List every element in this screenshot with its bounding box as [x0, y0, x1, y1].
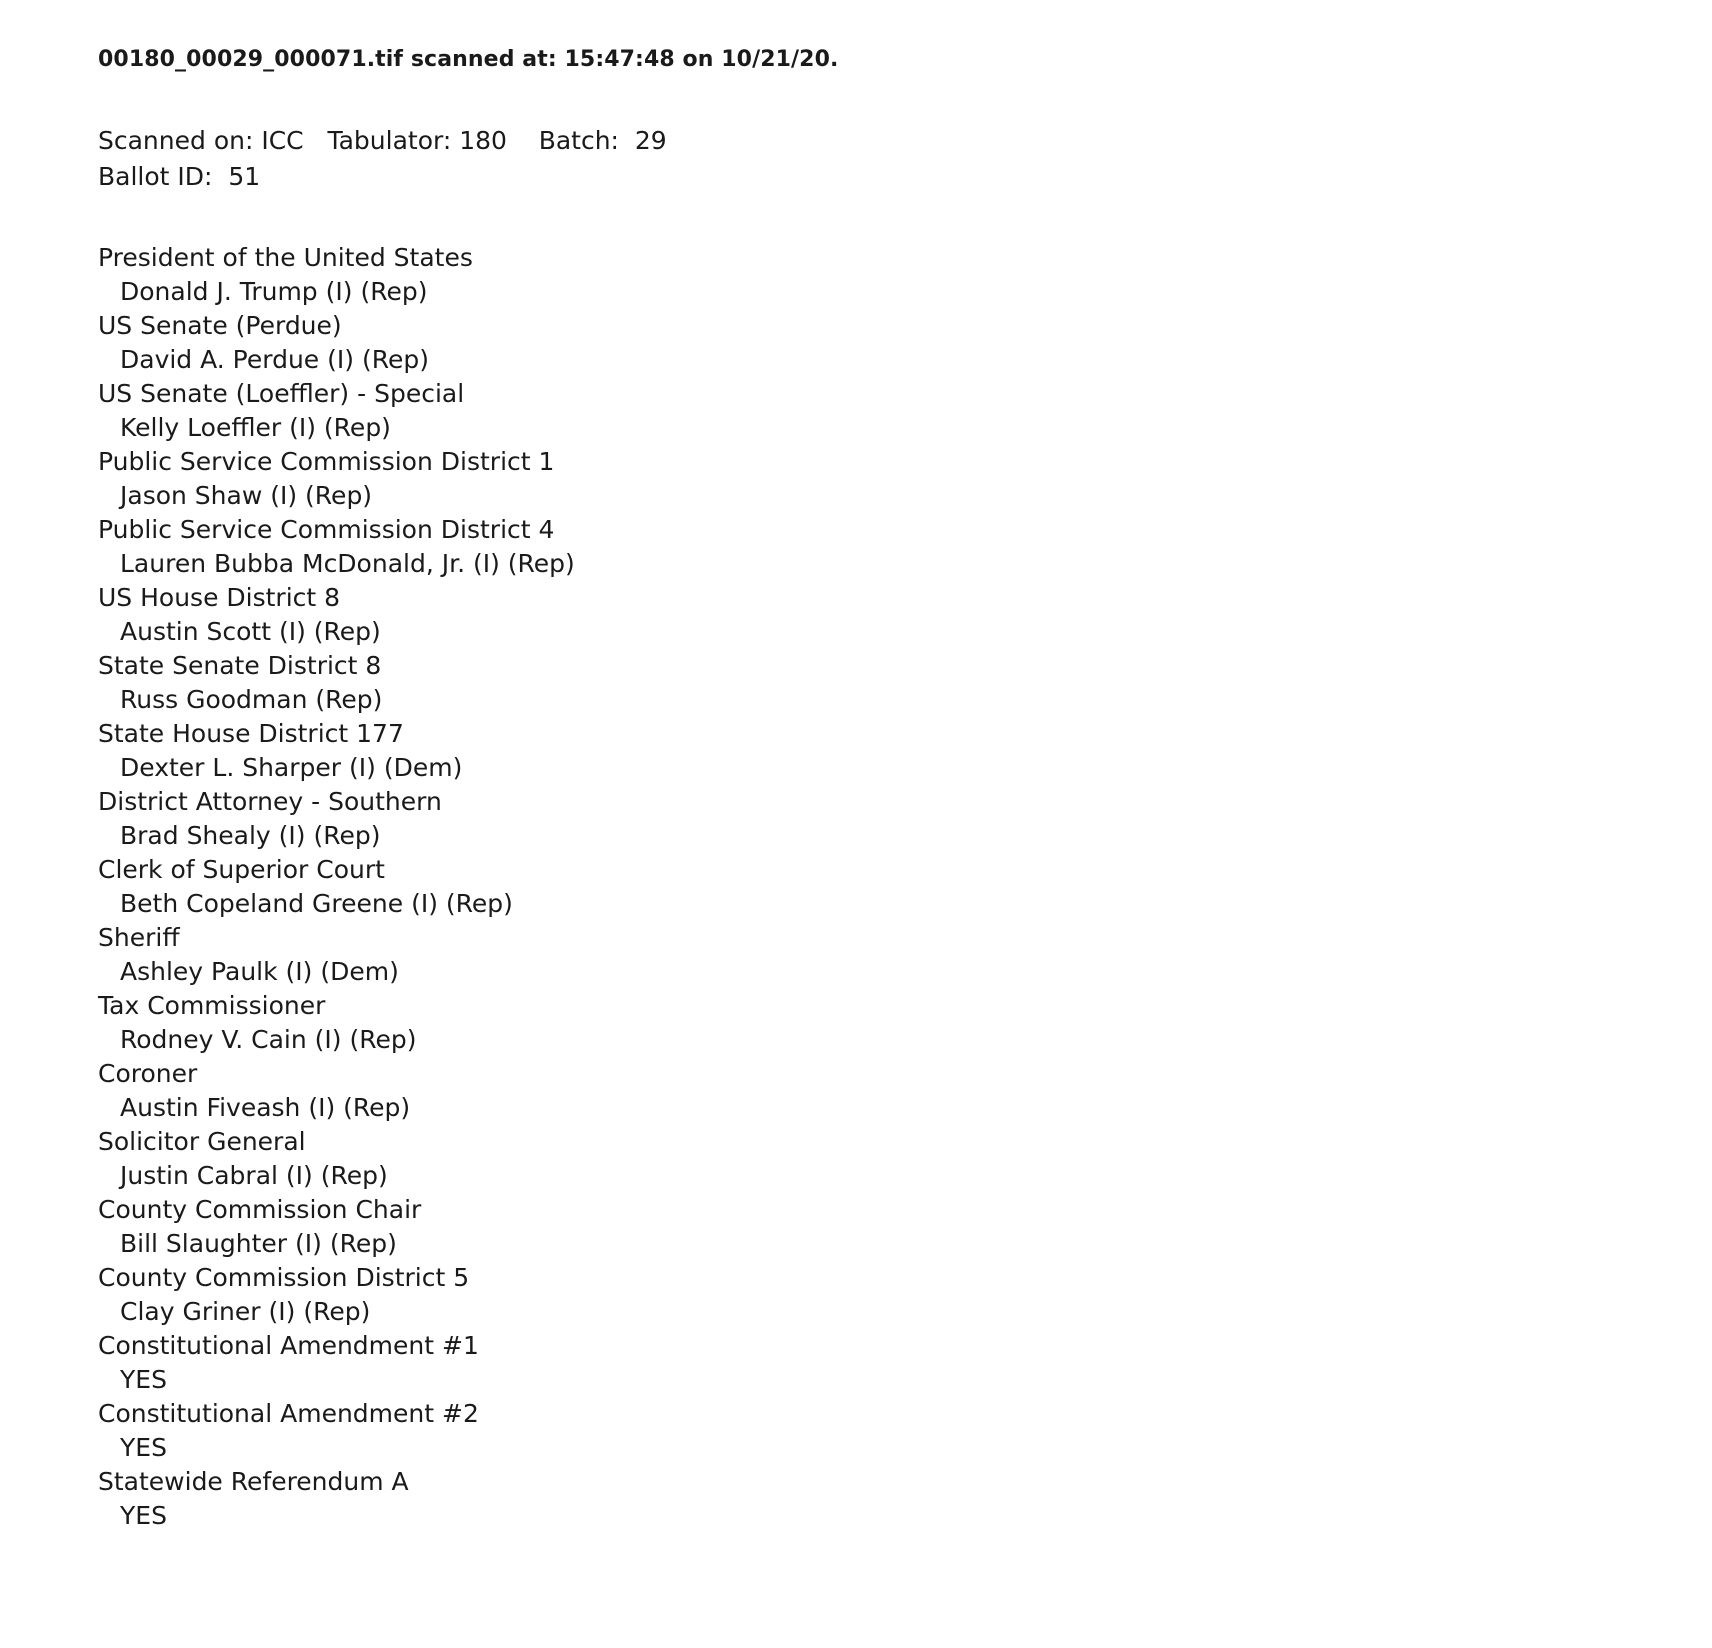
contest-title: Statewide Referendum A: [98, 1467, 409, 1497]
contest-title: US Senate (Perdue): [98, 311, 342, 341]
contest-entry: [98, 1465, 1712, 1533]
contest-entry: [98, 241, 1712, 309]
contest-selection: YES: [120, 1433, 167, 1463]
contest-title: Constitutional Amendment #2: [98, 1399, 479, 1429]
contest-title: District Attorney - Southern: [98, 787, 442, 817]
contest-title: Constitutional Amendment #1: [98, 1331, 479, 1361]
contest-title: US House District 8: [98, 583, 341, 613]
contest-selection: Bill Slaughter (I) (Rep): [120, 1229, 397, 1259]
contest-entry: [98, 853, 1712, 921]
contest-entry: [98, 1193, 1712, 1261]
scan-source-line: Scanned on: ICC Tabulator: 180 Batch: 29: [98, 125, 667, 155]
contest-selection: Lauren Bubba McDonald, Jr. (I) (Rep): [120, 549, 575, 579]
contest-selection: Austin Scott (I) (Rep): [120, 617, 381, 647]
contest-entry: [98, 1329, 1712, 1397]
ballot-id-line: Ballot ID: 51: [98, 161, 261, 191]
contest-selection: David A. Perdue (I) (Rep): [120, 345, 429, 375]
contest-selection: Clay Griner (I) (Rep): [120, 1297, 371, 1327]
contest-entry: [98, 649, 1712, 717]
contest-entry: [98, 989, 1712, 1057]
contest-selection: Rodney V. Cain (I) (Rep): [120, 1025, 417, 1055]
contest-entry: [98, 513, 1712, 581]
scan-file-header: 00180_00029_000071.tif scanned at: 15:47:48 on 10/21/20.: [98, 47, 839, 72]
contest-entry: [98, 309, 1712, 377]
contest-list: [98, 241, 1712, 1533]
contest-title: US Senate (Loeffler) - Special: [98, 379, 465, 409]
contest-selection: Donald J. Trump (I) (Rep): [120, 277, 428, 307]
contest-entry: [98, 717, 1712, 785]
contest-selection: YES: [120, 1365, 167, 1395]
contest-title: Public Service Commission District 1: [98, 447, 555, 477]
contest-title: Tax Commissioner: [98, 991, 326, 1021]
contest-selection: Austin Fiveash (I) (Rep): [120, 1093, 411, 1123]
contest-title: Sheriff: [98, 923, 180, 953]
contest-title: Coroner: [98, 1059, 198, 1089]
contest-entry: [98, 377, 1712, 445]
contest-entry: [98, 581, 1712, 649]
contest-title: President of the United States: [98, 243, 473, 273]
contest-entry: [98, 1261, 1712, 1329]
contest-title: Clerk of Superior Court: [98, 855, 385, 885]
contest-title: County Commission District 5: [98, 1263, 470, 1293]
contest-title: County Commission Chair: [98, 1195, 422, 1225]
contest-selection: Beth Copeland Greene (I) (Rep): [120, 889, 513, 919]
contest-selection: YES: [120, 1501, 167, 1531]
contest-entry: [98, 1397, 1712, 1465]
contest-selection: Brad Shealy (I) (Rep): [120, 821, 381, 851]
contest-entry: [98, 921, 1712, 989]
contest-entry: [98, 445, 1712, 513]
scan-metadata: [98, 123, 1712, 196]
contest-selection: Kelly Loeffler (I) (Rep): [120, 413, 391, 443]
contest-selection: Justin Cabral (I) (Rep): [120, 1161, 388, 1191]
contest-selection: Ashley Paulk (I) (Dem): [120, 957, 399, 987]
contest-entry: [98, 785, 1712, 853]
contest-title: State Senate District 8: [98, 651, 382, 681]
contest-entry: [98, 1057, 1712, 1125]
contest-selection: Russ Goodman (Rep): [120, 685, 383, 715]
contest-entry: [98, 1125, 1712, 1193]
contest-selection: Dexter L. Sharper (I) (Dem): [120, 753, 463, 783]
contest-title: State House District 177: [98, 719, 404, 749]
contest-selection: Jason Shaw (I) (Rep): [120, 481, 373, 511]
contest-title: Solicitor General: [98, 1127, 306, 1157]
contest-title: Public Service Commission District 4: [98, 515, 555, 545]
